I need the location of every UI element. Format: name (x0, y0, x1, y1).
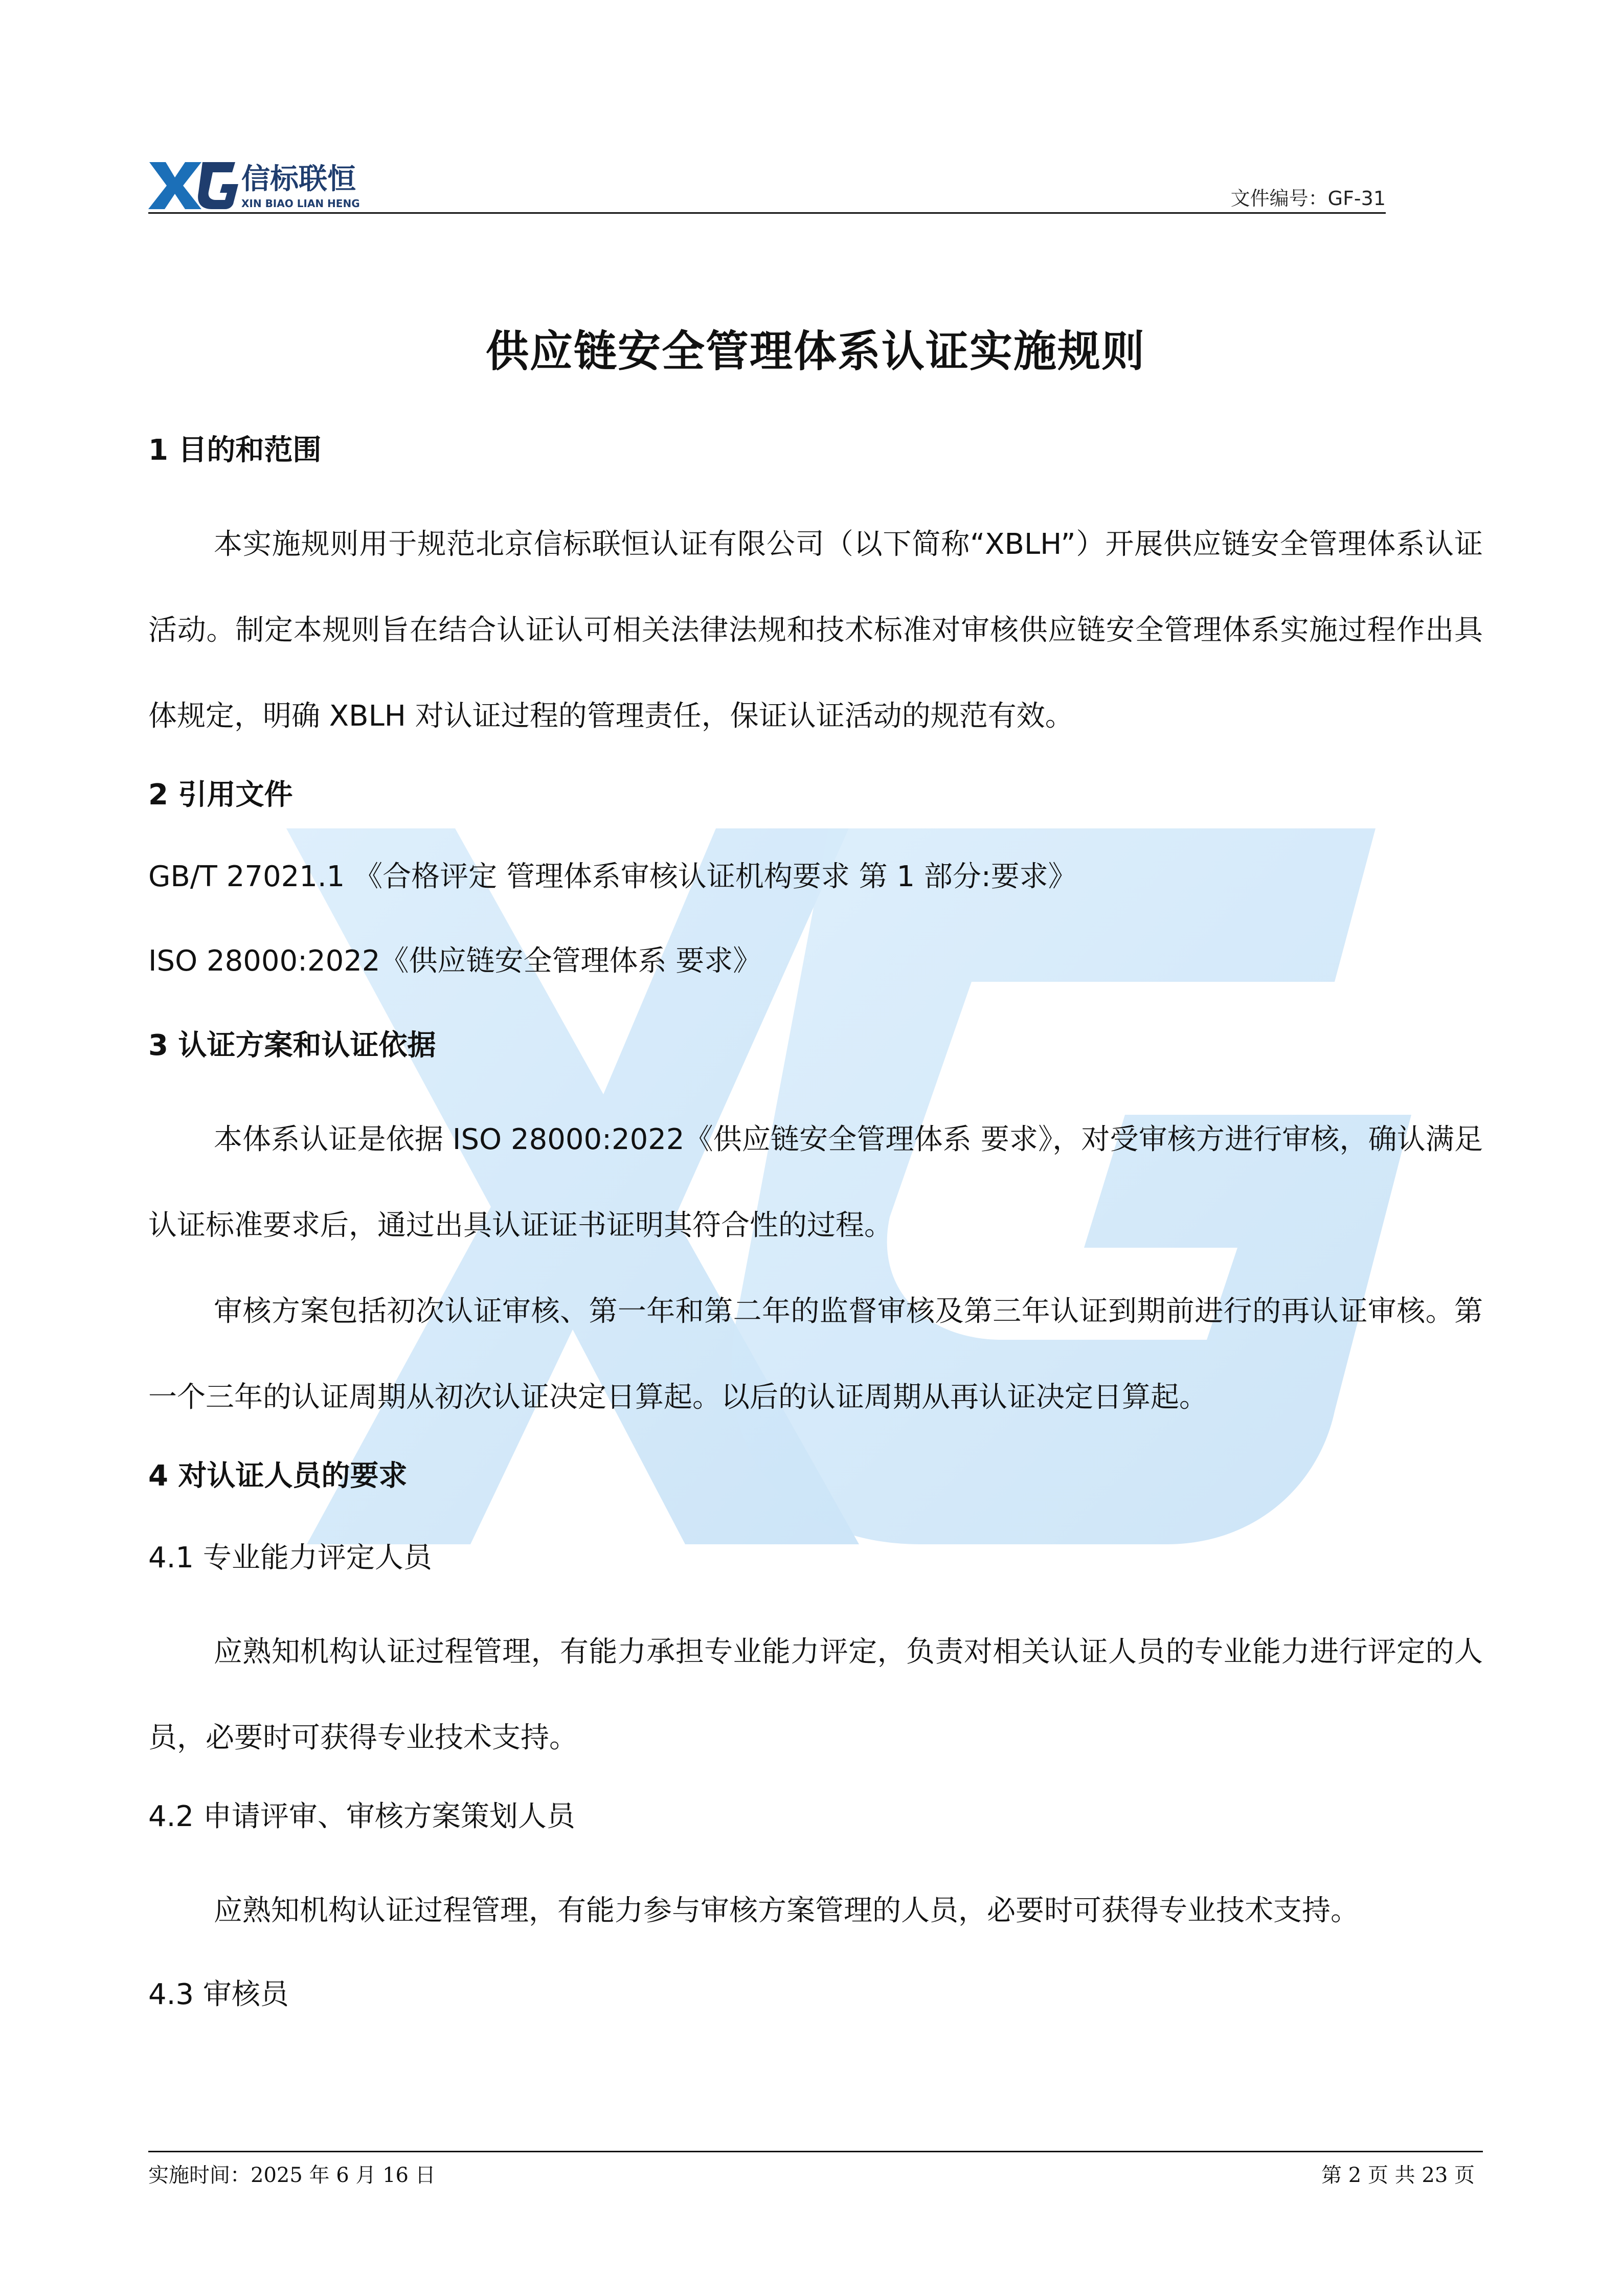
reference-1: GB/T 27021.1 《合格评定 管理体系审核认证机构要求 第 1 部分:要求》 (148, 860, 1077, 893)
section-2-heading: 2 引用文件 (148, 778, 293, 812)
document-title: 供应链安全管理体系认证实施规则 (485, 326, 1145, 376)
section-1-heading: 1 目的和范围 (148, 434, 322, 467)
reference-2: ISO 28000:2022《供应链安全管理体系 要求》 (148, 944, 762, 978)
section-4-1-paragraph: 应熟知机构认证过程管理，有能力承担专业能力评定，负责对相关认证人员的专业能力进行评定的人员，必要时可获得专业技术支持。 (148, 1635, 1483, 1754)
logo-cn-text: 信标联恒 (241, 163, 356, 196)
section-4-2-heading: 4.2 申请评审、审核方案策划人员 (148, 1800, 575, 1833)
company-logo (148, 156, 368, 212)
footer-divider (148, 2151, 1483, 2152)
section-3-paragraph-1: 本体系认证是依据 ISO 28000:2022《供应链安全管理体系 要求》，对受审核方进行审核，确认满足认证标准要求后，通过出具认证证书证明其符合性的过程。 (148, 1123, 1483, 1242)
section-4-1-heading: 4.1 专业能力评定人员 (148, 1541, 432, 1574)
header-divider (148, 212, 1386, 214)
document-body (148, 286, 1483, 2046)
page-header (148, 156, 1386, 215)
section-3-paragraph-2: 审核方案包括初次认证审核、第一年和第二年的监督审核及第三年认证到期前进行的再认证审核。第一个三年的认证周期从初次认证决定日算起。以后的认证周期从再认证决定日算起。 (148, 1295, 1483, 1414)
page-number: 第 2 页 共 23 页 (1321, 2164, 1475, 2187)
section-1-paragraph: 本实施规则用于规范北京信标联恒认证有限公司（以下简称“XBLH”）开展供应链安全管理体系认证活动。制定本规则旨在结合认证认可相关法律法规和技术标准对审核供应链安全管理体系实施过程作出具体规定，明确 XBLH 对认证过程的管理责任，保证认证活动的规范有效。 (148, 528, 1483, 733)
section-4-heading: 4 对认证人员的要求 (148, 1459, 408, 1493)
section-4-3-heading: 4.3 审核员 (148, 1978, 289, 2011)
effective-date: 实施时间：2025 年 6 月 16 日 (148, 2164, 436, 2187)
document-number: 文件编号：GF-31 (1230, 187, 1386, 210)
logo-en-text: XIN BIAO LIAN HENG (241, 197, 360, 210)
section-4-2-paragraph: 应熟知机构认证过程管理，有能力参与审核方案管理的人员，必要时可获得专业技术支持。 (214, 1894, 1359, 1927)
section-3-heading: 3 认证方案和认证依据 (148, 1029, 436, 1062)
